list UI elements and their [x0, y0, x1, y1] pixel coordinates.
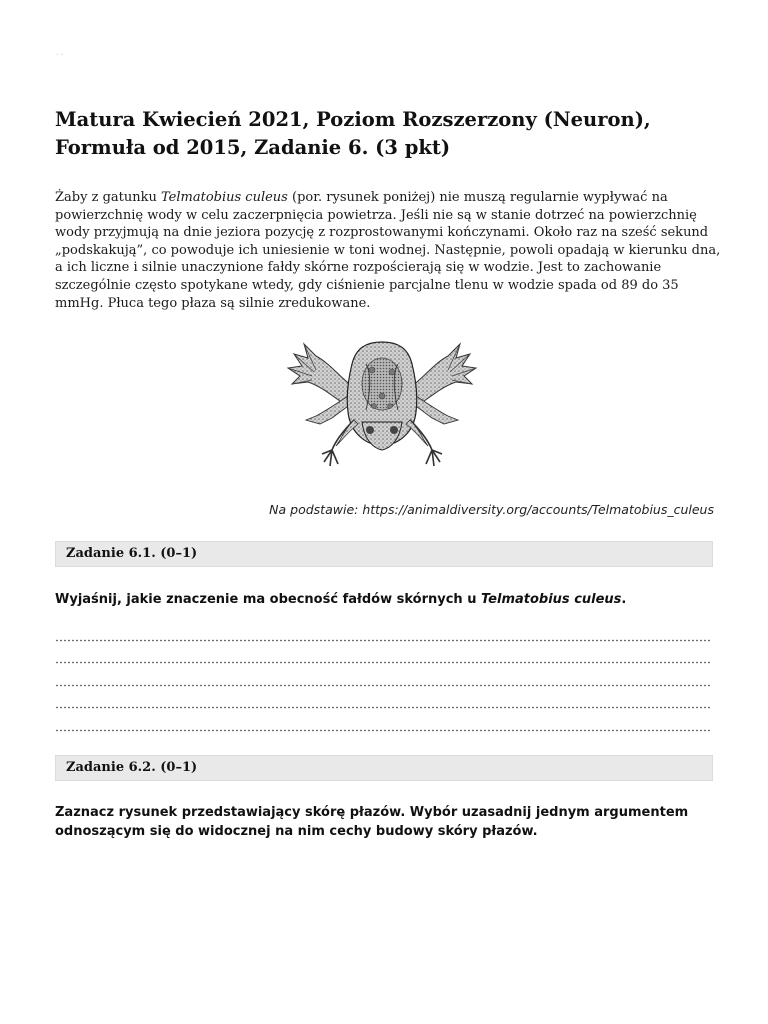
task-6-2-header [55, 755, 713, 781]
answer-line[interactable] [55, 700, 710, 722]
frog-illustration [286, 334, 478, 476]
answer-line[interactable] [55, 723, 710, 745]
task-6-1-question [55, 590, 715, 609]
answer-line[interactable] [55, 633, 710, 655]
species-name: Telmatobius culeus [161, 190, 288, 205]
task-6-1-question-text: Wyjaśnij, jakie znaczenie ma obecność fałdów skórnych u [55, 592, 481, 607]
answer-line[interactable] [55, 655, 710, 677]
source-citation: Na podstawie: https://animaldiversity.org/accounts/Telmatobius_culeus [269, 502, 714, 517]
task-6-1-question-end: . [621, 592, 627, 607]
intro-text-rest: (por. rysunek poniżej) nie muszą regularnie wypływać na powierzchnię wody w celu zaczerpnięcia powietrza. Jeśli nie są w stanie dotrzeć na powierzchnię wody przyjmują na dnie jeziora pozycję z rozprostowanymi kończynami. Około raz na sześć sekund „podskakują”, co powoduje ich uniesienie w toni wodnej. Następnie, powoli opadają w kierunku dna, a ich liczne i silnie unaczynione fałdy skórne rozpościerają się w wodzie. Jest to zachowanie szczególnie często spotykane wtedy, gdy ciśnienie parcjalne tlenu w wodzie spada od 89 do 35 mmHg. Płuca tego płaza są silnie zredukowane. [55, 190, 721, 311]
intro-paragraph [55, 189, 725, 312]
task-6-2-label: Zadanie 6.2. (0–1) [66, 760, 198, 775]
frog-icon [286, 334, 478, 476]
task-6-1-species: Telmatobius culeus [480, 592, 622, 607]
page-title: Matura Kwiecień 2021, Poziom Rozszerzony (Neuron), Formuła od 2015, Zadanie 6. (3 pkt) [55, 108, 651, 159]
answer-line[interactable] [55, 678, 710, 700]
intro-text-start: Żaby z gatunku [55, 190, 161, 205]
corner-mark: ` ` [56, 54, 64, 61]
task-6-2-question: Zaznacz rysunek przedstawiający skórę płazów. Wybór uzasadnij jednym argumentem odnoszącym się do widocznej na nim cechy budowy skóry płazów. [55, 805, 689, 839]
task-6-1-header [55, 541, 713, 567]
task-6-1-label: Zadanie 6.1. (0–1) [66, 546, 198, 561]
answer-lines[interactable] [55, 633, 710, 745]
